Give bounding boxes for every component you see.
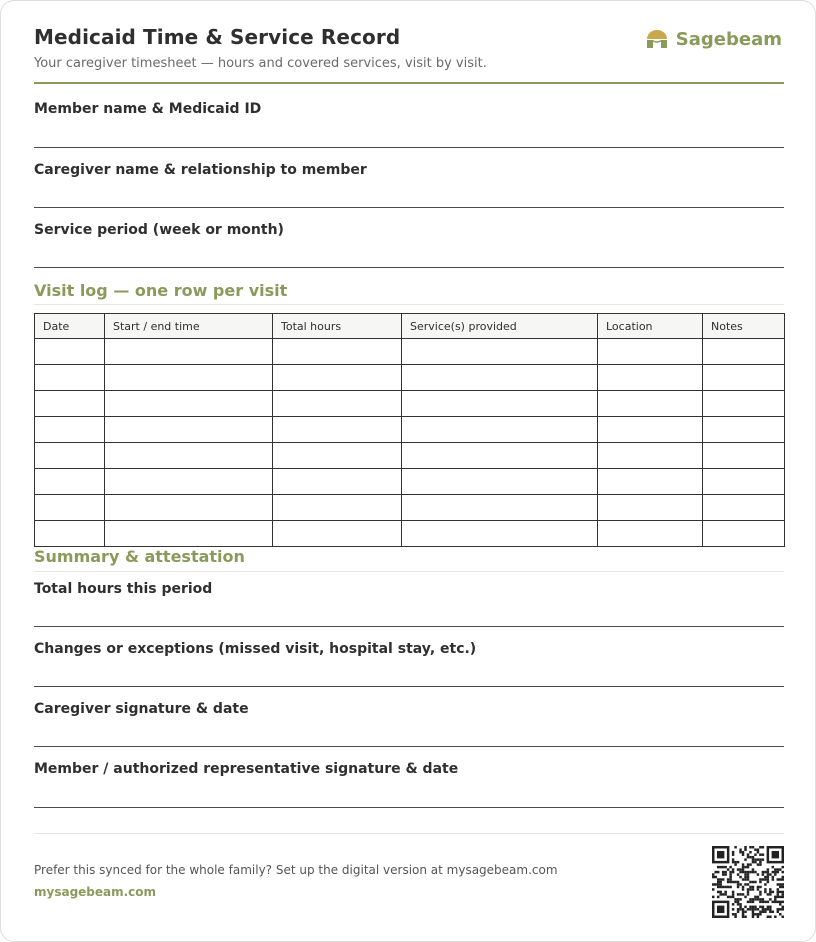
table-cell[interactable] [598, 521, 703, 547]
table-cell[interactable] [273, 391, 402, 417]
table-row [35, 495, 785, 521]
column-header-location: Location [598, 314, 703, 339]
brand-logo [646, 27, 782, 51]
visit-log-heading: Visit log — one row per visit [34, 281, 288, 300]
brand-name: Sagebeam [675, 28, 782, 50]
member-signature-field[interactable] [34, 761, 784, 777]
arch-logo-icon [646, 29, 668, 49]
table-cell[interactable] [703, 495, 785, 521]
table-cell[interactable] [598, 417, 703, 443]
section-divider [34, 571, 784, 572]
table-cell[interactable] [105, 469, 273, 495]
field-line [34, 267, 784, 268]
field-label: Caregiver signature & date [34, 701, 249, 717]
table-header-row [35, 314, 785, 339]
table-cell[interactable] [105, 417, 273, 443]
table-cell[interactable] [703, 365, 785, 391]
table-cell[interactable] [598, 443, 703, 469]
table-cell[interactable] [35, 443, 105, 469]
table-row [35, 443, 785, 469]
table-cell[interactable] [273, 365, 402, 391]
member-name-field[interactable] [34, 101, 784, 117]
field-line [34, 686, 784, 687]
table-cell[interactable] [105, 495, 273, 521]
field-line [34, 207, 784, 208]
table-cell[interactable] [598, 391, 703, 417]
table-cell[interactable] [402, 417, 598, 443]
field-line [34, 807, 784, 808]
table-cell[interactable] [105, 391, 273, 417]
table-cell[interactable] [598, 339, 703, 365]
field-label: Changes or exceptions (missed visit, hospital stay, etc.) [34, 641, 477, 657]
table-row [35, 391, 785, 417]
page-title: Medicaid Time & Service Record [34, 25, 401, 49]
table-cell[interactable] [105, 521, 273, 547]
field-label: Total hours this period [34, 581, 213, 597]
table-row [35, 365, 785, 391]
table-cell[interactable] [703, 391, 785, 417]
table-row [35, 469, 785, 495]
table-cell[interactable] [402, 339, 598, 365]
field-line [34, 626, 784, 627]
table-cell[interactable] [35, 495, 105, 521]
qr-code-icon[interactable] [712, 846, 784, 918]
table-cell[interactable] [273, 443, 402, 469]
table-cell[interactable] [402, 391, 598, 417]
exceptions-field[interactable] [34, 641, 784, 657]
section-divider [34, 304, 784, 305]
table-row [35, 339, 785, 365]
table-cell[interactable] [703, 417, 785, 443]
column-header-time: Start / end time [105, 314, 273, 339]
table-cell[interactable] [105, 443, 273, 469]
table-cell[interactable] [402, 469, 598, 495]
field-label: Service period (week or month) [34, 222, 284, 238]
footer-divider [34, 833, 784, 834]
table-cell[interactable] [273, 521, 402, 547]
field-line [34, 746, 784, 747]
table-cell[interactable] [273, 339, 402, 365]
column-header-services: Service(s) provided [402, 314, 598, 339]
field-label: Member name & Medicaid ID [34, 101, 262, 117]
table-cell[interactable] [273, 469, 402, 495]
header-divider [34, 82, 784, 84]
table-row [35, 417, 785, 443]
summary-heading: Summary & attestation [34, 547, 245, 566]
table-cell[interactable] [703, 521, 785, 547]
table-cell[interactable] [35, 365, 105, 391]
service-period-field[interactable] [34, 222, 784, 238]
table-cell[interactable] [598, 469, 703, 495]
table-cell[interactable] [402, 521, 598, 547]
column-header-notes: Notes [703, 314, 785, 339]
page-subtitle: Your caregiver timesheet — hours and covered services, visit by visit. [34, 56, 487, 71]
table-cell[interactable] [273, 417, 402, 443]
table-cell[interactable] [402, 495, 598, 521]
visit-log-table [34, 313, 785, 547]
total-hours-field[interactable] [34, 581, 784, 597]
column-header-date: Date [35, 314, 105, 339]
table-cell[interactable] [35, 469, 105, 495]
table-cell[interactable] [105, 339, 273, 365]
table-row [35, 521, 785, 547]
footer-text: Prefer this synced for the whole family? Set up the digital version at mysagebeam.com [34, 863, 558, 877]
field-label: Member / authorized representative signature & date [34, 761, 459, 777]
table-cell[interactable] [273, 495, 402, 521]
field-line [34, 147, 784, 148]
table-cell[interactable] [598, 365, 703, 391]
table-cell[interactable] [35, 521, 105, 547]
table-cell[interactable] [35, 339, 105, 365]
table-cell[interactable] [703, 443, 785, 469]
table-cell[interactable] [703, 469, 785, 495]
caregiver-name-field[interactable] [34, 162, 784, 178]
table-cell[interactable] [105, 365, 273, 391]
table-cell[interactable] [35, 391, 105, 417]
field-label: Caregiver name & relationship to member [34, 162, 367, 178]
table-cell[interactable] [35, 417, 105, 443]
table-cell[interactable] [703, 339, 785, 365]
column-header-hours: Total hours [273, 314, 402, 339]
footer-link[interactable]: mysagebeam.com [34, 885, 157, 899]
caregiver-signature-field[interactable] [34, 701, 784, 717]
table-cell[interactable] [402, 443, 598, 469]
visit-log-body [35, 339, 785, 547]
table-cell[interactable] [598, 495, 703, 521]
table-cell[interactable] [402, 365, 598, 391]
